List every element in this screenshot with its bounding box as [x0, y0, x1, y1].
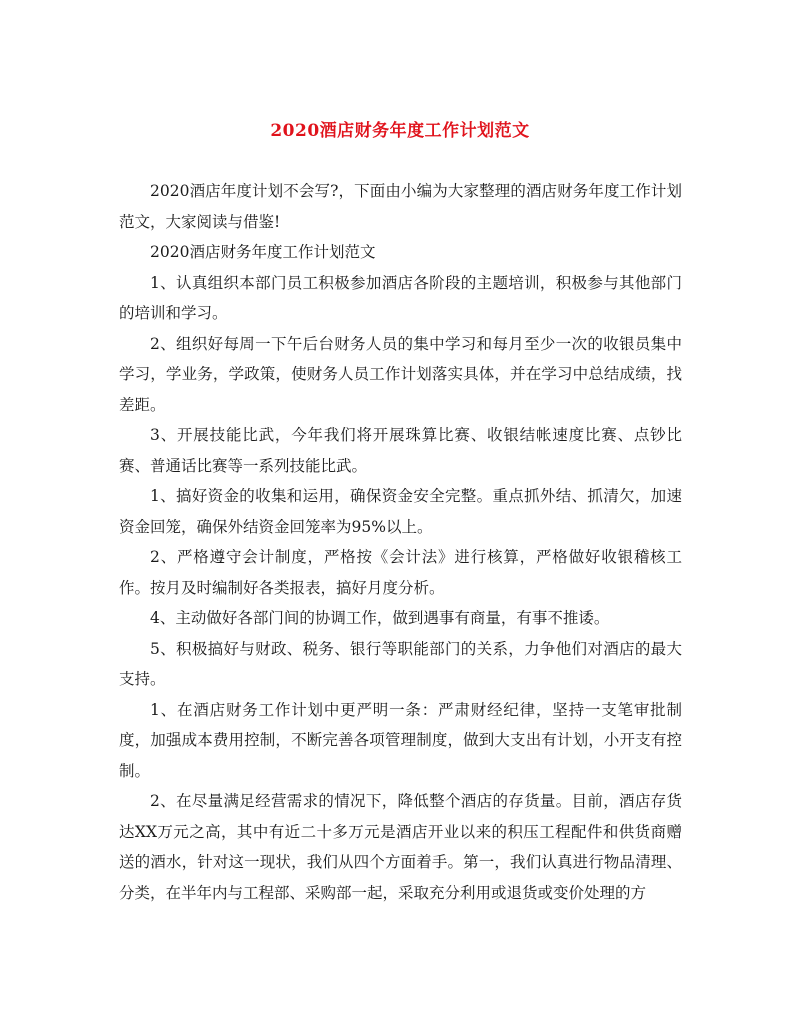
paragraph-accounting: 2、严格遵守会计制度，严格按《会计法》进行核算，严格做好收银稽核工作。按月及时编制好各类报表，搞好月度分析。 — [119, 548, 682, 597]
paragraph-intro: 2020酒店年度计划不会写?，下面由小编为大家整理的酒店财务年度工作计划范文，大家阅读与借鉴! — [119, 182, 682, 231]
paragraph-funds: 1、搞好资金的收集和运用，确保资金安全完整。重点抓外结、抓清欠，加速资金回笼，确保外结资金回笼率为95%以上。 — [119, 487, 682, 536]
paragraph-inventory: 2、在尽量满足经营需求的情况下，降低整个酒店的存货量。目前，酒店存货达XX万元之高，其中有近二十多万元是酒店开业以来的积压工程配件和供货商赠送的酒水，针对这一现状，我们从四个方面着手。第一，我们认真进行物品清理、分类，在半年内与工程部、采购部一起，采取充分利用或退货或变价处理的方 — [119, 792, 682, 902]
paragraph-skills: 3、开展技能比武，今年我们将开展珠算比赛、收银结帐速度比赛、点钞比赛、普通话比赛等一系列技能比武。 — [119, 426, 682, 475]
document-title: 2020酒店财务年度工作计划范文 — [270, 121, 530, 141]
paragraph-subtitle: 2020酒店财务年度工作计划范文 — [150, 243, 376, 261]
paragraph-study: 2、组织好每周一下午后台财务人员的集中学习和每月至少一次的收银员集中学习，学业务，学政策，使财务人员工作计划落实具体，并在学习中总结成绩，找差距。 — [119, 334, 682, 414]
paragraph-training: 1、认真组织本部门员工积极参加酒店各阶段的主题培训，积极参与其他部门的培训和学习。 — [119, 273, 682, 322]
document-body — [119, 176, 682, 908]
paragraph-discipline: 1、在酒店财务工作计划中更严明一条：严肃财经纪律，坚持一支笔审批制度，加强成本费用控制，不断完善各项管理制度，做到大支出有计划，小开支有控制。 — [119, 700, 682, 780]
paragraph-coordination: 4、主动做好各部门间的协调工作，做到遇事有商量，有事不推诿。 — [150, 609, 610, 627]
paragraph-relations: 5、积极搞好与财政、税务、银行等职能部门的关系，力争他们对酒店的最大支持。 — [119, 639, 682, 688]
